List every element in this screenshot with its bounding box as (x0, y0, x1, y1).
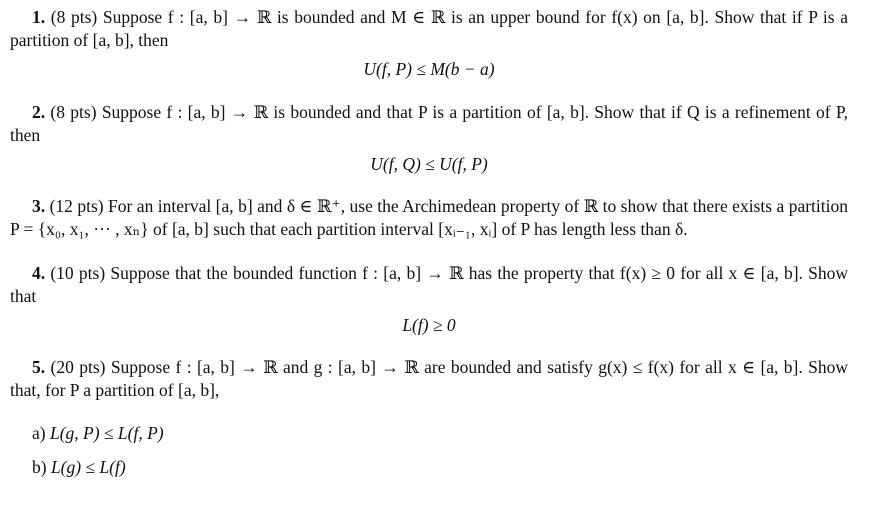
problem-1-body: (8 pts) Suppose f : [a, b] → ℝ is bounded and M ∈ ℝ is an upper bound for f(x) on [a, b]. Show that if P is a partition of [a, b], then (10, 7, 849, 50)
problem-4-text (10, 262, 848, 308)
problem-2-number: 2. (32, 102, 46, 122)
part-a-expression: L(g, P) ≤ L(f, P) (49, 423, 164, 443)
problem-2-display: U(f, Q) ≤ U(f, P) (370, 154, 488, 174)
problem-5-text (10, 356, 848, 402)
problem-5-part-b (32, 456, 848, 479)
part-b-expression: L(g) ≤ L(f) (50, 457, 126, 477)
problem-1-text (10, 6, 848, 52)
problem-1 (10, 6, 848, 81)
problem-5 (10, 356, 848, 490)
problem-4-display: L(f) ≥ 0 (402, 315, 456, 335)
problem-5-number: 5. (32, 357, 46, 377)
problem-3 (10, 195, 848, 241)
part-a-label: a) (32, 423, 46, 443)
problem-4-number: 4. (32, 263, 46, 283)
problem-5-parts (10, 422, 848, 479)
problem-3-number: 3. (32, 196, 46, 216)
problem-5-part-a (32, 422, 848, 445)
problem-5-body: (20 pts) Suppose f : [a, b] → ℝ and g : [a, b] → ℝ are bounded and satisfy g(x) ≤ f(x) for all x ∈ [a, b]. Show that, for P a partition of [a, b], (10, 357, 848, 400)
problem-4-body: (10 pts) Suppose that the bounded function f : [a, b] → ℝ has the property that f(x) ≥ 0 for all x ∈ [a, b]. Show that (10, 263, 848, 306)
problem-1-display: U(f, P) ≤ M(b − a) (363, 59, 495, 79)
problem-2-text (10, 101, 848, 147)
problem-4 (10, 262, 848, 337)
problem-3-body: (12 pts) For an interval [a, b] and δ ∈ ℝ⁺, use the Archimedean property of ℝ to show that there exists a partition P = {x₀, x₁, ··· , xₙ} of [a, b] such that each partition interval [xᵢ₋₁, xᵢ] of P has length less than δ. (10, 196, 848, 239)
problem-2 (10, 101, 848, 176)
problem-3-text (10, 195, 848, 241)
problem-1-number: 1. (32, 7, 46, 27)
part-b-label: b) (32, 457, 47, 477)
problem-2-body: (8 pts) Suppose f : [a, b] → ℝ is bounded and that P is a partition of [a, b]. Show that if Q is a refinement of P, then (10, 102, 849, 145)
